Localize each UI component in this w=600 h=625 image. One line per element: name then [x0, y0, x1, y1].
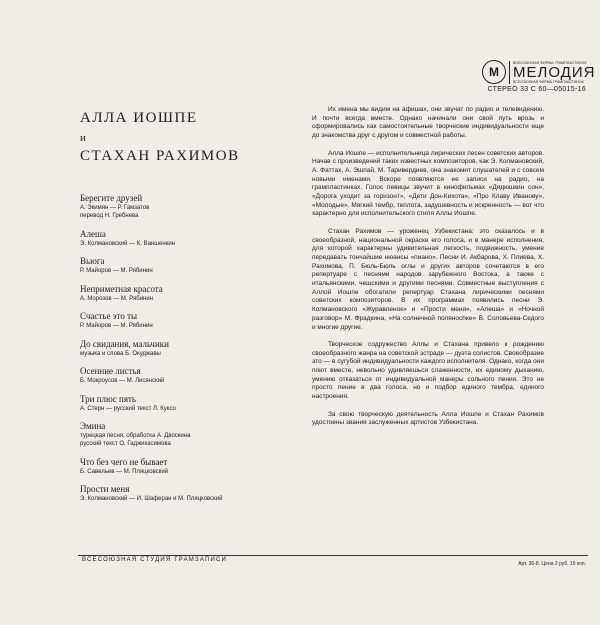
track-list	[80, 193, 305, 512]
liner-paragraph: Алла Иошпе — исполнительница лирических песен советских авторов. Начав с произведений таких известных композиторов, как Э. Колмановский, А. Фаттах, А. Эшпай, М. Таривердиев, она знакомит слушателей и с совсем новыми именами. Вскоре появляются ее записи на радио, на грампластинках. Голос певицы звучит в кинофильмах «Дядюшкин сон», «Дорога уходит за горизонт», «Дети Дон-Кихота», «Про Клаву Иванову», «Молодые». Мягкий тембр, теплота, задушевность и искренность — вот что характерно для исполнительского стиля Аллы Иошпе.	[312, 149, 545, 218]
track-credit: А. Стерн — русский текст Л. Куксо	[80, 405, 176, 412]
track-item	[80, 366, 305, 385]
track-credit: Б. Савельев — М. Пляцковский	[80, 468, 169, 475]
track-item	[80, 421, 305, 448]
track-title: Эмина	[80, 421, 106, 431]
liner-paragraph: За свою творческую деятельность Алла Иошпе и Стахан Рахимов удостоены звания заслуженных артистов Узбекистана.	[312, 410, 544, 427]
track-title: Вьюга	[80, 256, 105, 266]
track-title: До свидания, мальчики	[80, 338, 169, 349]
track-credit: А. Морозов — М. Рябинин	[80, 295, 154, 302]
track-credit-extra: русский текст О. Гаджикасимова	[80, 441, 171, 447]
logo-bottom-text: ВСЕСОЮЗНАЯ ФИРМА ГРАМПЛАСТИНОК	[513, 79, 584, 84]
track-credit: Р. Майоров — М. Рябинин	[80, 268, 153, 274]
melodiya-disc-icon	[482, 60, 506, 84]
track-title: Осенние листья	[80, 366, 141, 376]
logo-top-text: ВСЕСОЮЗНАЯ ФИРМА ГРАМПЛАСТИНОК	[513, 60, 587, 65]
track-item	[80, 457, 305, 476]
track-item	[80, 193, 305, 220]
studio-name: ВСЕСОЮЗНАЯ СТУДИЯ ГРАМЗАПИСИ	[82, 557, 228, 563]
track-title: Берегите друзей	[80, 193, 143, 203]
track-credit: музыка и слова Б. Окуджавы	[80, 350, 161, 357]
liner-paragraph: Творческое содружество Аллы и Стахана привело к рождению своеобразного жанра на советской эстраде — дуэта солистов. Своеобразие это — в сугубой индивидуальности каждого исполнителя. Однако, когда они поют вместе, невольно удивляешься слаженности, их единому дыханию, умению отказаться от индивидуальной манеры сольного пения. Это не просто пение в два голоса, но и подбор единого тембра, единого настроения.	[312, 340, 544, 401]
liner-paragraph: Стахан Рахимов — уроженец Узбекистана; это сказалось и в своеобразной, национальной окраске его голоса, и в манере исполнения, для которой характерны удивительная легкость, подвижность, умение передавать тончайшие нюансы «пиано». Песни И. Акбарова, Х. Плиева, Х. Рахимова, П. Бюль-Бюль оглы и других авторов сочетаются в его репертуаре с песнями народов зарубежного Востока, а также с итальянскими, чешскими и другими песнями. Совместные выступления с Аллой Иошпе обогатили репертуар Стахана лирическими песнями советских композиторов. В их программах появились песни Э. Колмановского «Журавленок» и «Прости меня», «Алеша» и «Ночной разговор» М. Фрадкина, «На солнечной полянochке» В. Соловьева-Седого и многие другие.	[312, 227, 544, 331]
track-item	[80, 284, 305, 303]
artist-title-and: и	[80, 132, 86, 144]
liner-notes	[312, 106, 544, 437]
track-title: Прости меня	[80, 484, 130, 494]
track-item	[80, 339, 305, 358]
logo-text	[509, 61, 595, 84]
liner-paragraph: Их имена мы видим на афишах, они звучат по радио и телевидению. И почти всегда вместе. Однако начинали они свой путь врозь и сформировались как самостоятельные творческие индивидуальности еще до знакомства друг с другом и совместной работы.	[312, 106, 544, 140]
track-credit: турецкая песня, обработка А. Двоскина	[80, 433, 191, 439]
track-item	[80, 229, 305, 248]
logo-mark: М	[489, 65, 499, 79]
track-title: Алеша	[80, 228, 106, 239]
track-item	[80, 394, 305, 413]
track-title: Неприметная красота	[80, 283, 163, 294]
track-title: Счастье это ты	[80, 311, 138, 321]
track-title: Три плюс пять	[80, 393, 136, 404]
track-credit-extra: перевод Н. Гребнева	[80, 213, 139, 219]
track-credit: А. Экимян — Р. Гамзатов	[80, 205, 150, 211]
track-item	[80, 311, 305, 330]
track-item	[80, 256, 305, 275]
catalog-number: СТЕРЕО 33 С 60—05015-16	[487, 86, 586, 93]
track-item	[80, 484, 305, 503]
track-credit: Б. Мокроусов — М. Лисянский	[80, 378, 165, 384]
track-title: Что без чего не бывает	[80, 456, 168, 467]
artist-title-1: АЛЛА ИОШПЕ	[80, 110, 198, 126]
melodiya-logo	[482, 60, 595, 84]
logo-name: МЕЛОДИЯ	[513, 63, 596, 81]
track-credit: Э. Колмановский — К. Ваншенкин	[80, 240, 175, 247]
track-credit: Э. Колмановский — И. Шаферан и М. Пляцковский	[80, 496, 223, 502]
artist-title-2: СТАХАН РАХИМОВ	[80, 148, 240, 164]
footer-divider	[78, 555, 588, 556]
price-info: Арт. 36-8. Цена 2 руб. 15 коп.	[518, 561, 586, 567]
track-credit: Р. Майоров — М. Рябинин	[80, 323, 153, 329]
